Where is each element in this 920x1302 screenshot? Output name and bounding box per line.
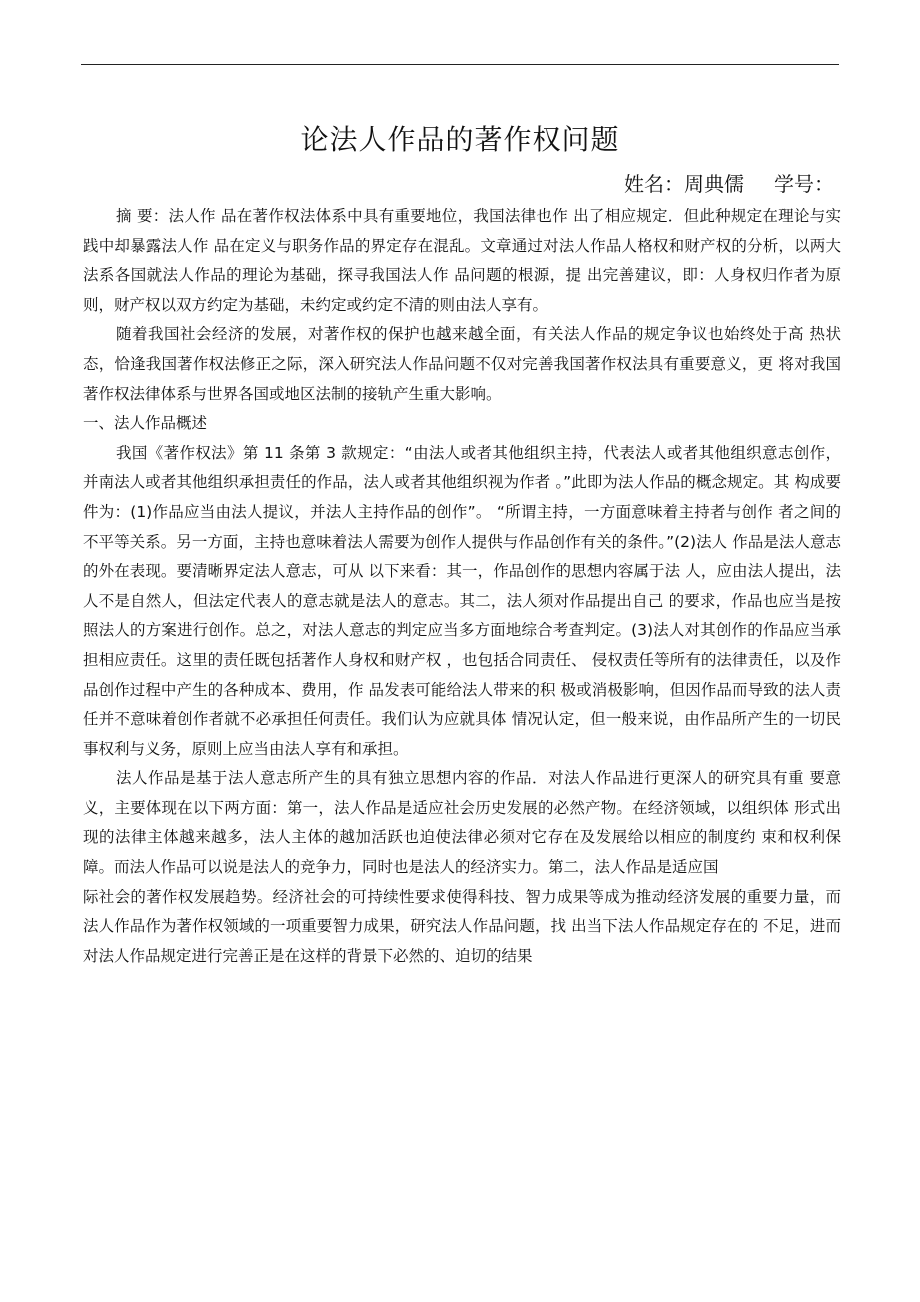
author-name: 姓名：周典儒 xyxy=(624,172,744,196)
section1-paragraph-2: 法人作品是基于法人意志所产生的具有独立思想内容的作品．对法人作品进行更深人的研究具有重 要意义，主要体现在以下两方面：第一，法人作品是适应社会历史发展的必然产物。在经济领域，以组织体 形式出现的法律主体越来越多，法人主体的越加活跃也迫使法律必须对它存在及发展给以相应的制度约 束和权利保障。而法人作品可以说是法人的竞争力，同时也是法人的经济实力。第二，法人作品是适应国 xyxy=(83,769,841,877)
section-heading: 一、法人作品概述 xyxy=(83,414,208,433)
document-body xyxy=(83,202,841,971)
section1-paragraph-1: 我国《著作权法》第 11 条第 3 款规定：“由法人或者其他组织主持，代表法人或者其他组织意志创作， 并南法人或者其他组织承担责任的作品，法人或者其他组织视为作者 。”此即为法人作品的概念规定。其 构成要件为：(1)作品应当由法人提议，并法人主持作品的创作”。 “所谓主持，一方面意味着主持者与创作 者之间的不平等关系。另一方面，主持也意味着法人需要为创作人提供与作品创作有关的条件。”(2)法人 作品是法人意志的外在表现。要清晰界定法人意志，可从 以下来看：其一，作品创作的思想内容属于法 人，应由法人提出，法人不是自然人，但法定代表人的意志就是法人的意志。其二，法人须对作品提出自己 的要求，作品也应当是按照法人的方案进行创作。总之，对法人意志的判定应当多方面地综合考查判定。(3)法人对其创作的作品应当承担相应责任。这里的责任既包括著作人身权和财产权 ，也包括合同责任、 侵权责任等所有的法律责任，以及作品创作过程中产生的各种成本、费用，作 品发表可能给法人带来的积 极或消极影响，但因作品而导致的法人责任并不意味着创作者就不必承担任何责任。我们认为应就具体 情况认定，但一般来说，由作品所产生的一切民事权利与义务，原则上应当由法人享有和承担。 xyxy=(83,443,841,758)
student-id-label: 学号： xyxy=(774,172,834,196)
intro-paragraph: 随着我国社会经济的发展，对著作权的保护也越来越全面，有关法人作品的规定争议也始终处于高 热状态，恰逢我国著作权法修正之际，深入研究法人作品问题不仅对完善我国著作权法具有重要意义，更 将对我国著作权法律体系与世界各国或地区法制的接轨产生重大影响。 xyxy=(83,325,841,403)
abstract-paragraph: 摘 要：法人作 品在著作权法体系中具有重要地位，我国法律也作 出了相应规定．但此种规定在理论与实践中却暴露法人作 品在定义与职务作品的界定存在混乱。文章通过对法人作品人格权和财产权的分析，以两大法系各国就法人作品的理论为基础，探寻我国法人作 品问题的根源，提 出完善建议，即：人身权归作者为原则，财产权以双方约定为基础，未约定或约定不清的则由法人享有。 xyxy=(83,207,841,314)
document-title: 论法人作品的著作权问题 xyxy=(300,123,620,156)
section1-paragraph-3: 际社会的著作权发展趋势。经济社会的可持续性要求使得科技、智力成果等成为推动经济发展的重要力量，而法人作品作为著作权领域的一项重要智力成果，研究法人作品问题，找 出当下法人作品规定存在的 不足，进而对法人作品规定进行完善正是在这样的背景下必然的、迫切的结果 xyxy=(83,887,841,965)
header-rule xyxy=(81,64,839,65)
author-line xyxy=(624,168,834,200)
